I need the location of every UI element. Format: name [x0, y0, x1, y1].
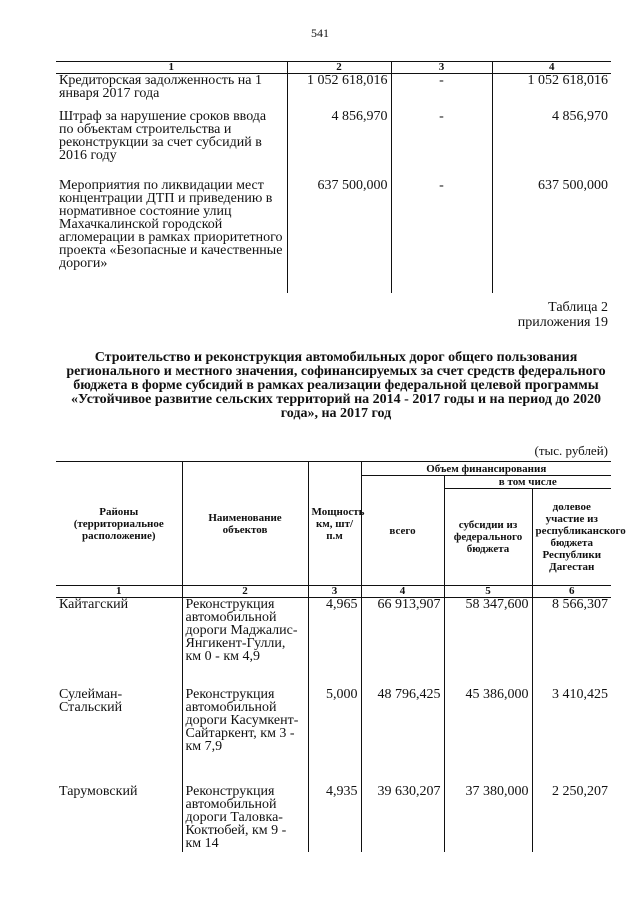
column-number: 6	[532, 586, 611, 598]
top-header-cell: 1	[56, 62, 287, 74]
header-total: всего	[361, 476, 444, 586]
top-header-cell: 2	[287, 62, 391, 74]
table-row	[56, 110, 611, 179]
column-number: 4	[361, 586, 444, 598]
row-name: Мероприятия по ликвидации мест концентрации ДТП и приведению в нормативное состояние улиц Махачкалинской городской агломерации в рамках приоритетного проекта «Безопасные и качественные дороги»	[56, 179, 287, 293]
row-name: Штраф за нарушение сроков ввода по объектам строительства и реконструкции за счет субсидий в 2016 году	[56, 110, 287, 179]
row-value: -	[391, 110, 492, 179]
district-cell: Сулейман-Стальский	[56, 688, 182, 785]
federal-cell: 58 347,600	[444, 598, 532, 689]
republic-cell: 3 410,425	[552, 687, 609, 702]
federal-cell: 37 380,000	[444, 785, 532, 852]
row-value: 1 052 618,016	[527, 73, 608, 88]
object-cell: Реконструкция автомобильной дороги Таловка-Коктюбей, км 9 - км 14	[182, 785, 308, 852]
row-value: 4 856,970	[552, 109, 608, 124]
top-table	[56, 61, 611, 293]
republic-cell: 2 250,207	[552, 784, 609, 799]
row-value: 1 052 618,016	[287, 74, 391, 111]
page-number: 541	[311, 26, 329, 40]
header-capacity: Мощность км, шт/п.м	[308, 462, 361, 586]
capacity-cell: 5,000	[308, 688, 361, 785]
column-number: 1	[56, 586, 182, 598]
republic-cell: 8 566,307	[552, 597, 609, 612]
top-header-cell: 4	[492, 62, 611, 74]
top-header-cell: 3	[391, 62, 492, 74]
total-cell: 39 630,207	[361, 785, 444, 852]
table-row	[56, 179, 611, 293]
district-cell: Тарумовский	[56, 785, 182, 852]
header-funding: Объем финансирования	[361, 462, 611, 476]
table-row	[56, 74, 611, 111]
table-row	[56, 598, 611, 689]
header-objects: Наименование объектов	[182, 462, 308, 586]
units-label: (тыс. рублей)	[534, 443, 608, 458]
row-value: 637 500,000	[538, 178, 608, 193]
top-table-header	[56, 62, 611, 74]
row-value: 637 500,000	[287, 179, 391, 293]
header-republic: долевое участие из республиканского бюджета Республики Дагестан	[532, 489, 611, 586]
row-name: Кредиторская задолженность на 1 января 2017 года	[56, 74, 287, 111]
row-value: 4 856,970	[287, 110, 391, 179]
total-cell: 48 796,425	[361, 688, 444, 785]
page-title: Строительство и реконструкция автомобильных дорог общего пользования регионального и местного значения, софинансируемых за счет средств федерального бюджета в форме субсидий в рамках реализации федеральной целевой программы «Устойчивое развитие сельских территорий на 2014 - 2017 годы и на период до 2020 года», на 2017 год	[66, 350, 606, 421]
district-cell: Кайтагский	[56, 598, 182, 689]
object-cell: Реконструкция автомобильной дороги Маджалис-Янгикент-Гулли, км 0 - км 4,9	[182, 598, 308, 689]
table-row	[56, 688, 611, 785]
capacity-cell: 4,965	[308, 598, 361, 689]
header-row	[56, 462, 611, 476]
row-value: -	[391, 179, 492, 293]
column-number: 3	[308, 586, 361, 598]
column-number: 5	[444, 586, 532, 598]
column-number: 2	[182, 586, 308, 598]
header-including: в том числе	[444, 476, 611, 489]
total-cell: 66 913,907	[361, 598, 444, 689]
object-cell: Реконструкция автомобильной дороги Касумкент-Сайтаркент, км 3 - км 7,9	[182, 688, 308, 785]
main-table	[56, 461, 626, 852]
header-federal: субсидии из федерального бюджета	[444, 489, 532, 586]
table-label-line: Таблица 2	[548, 300, 608, 315]
capacity-cell: 4,935	[308, 785, 361, 852]
column-numbers-row	[56, 586, 611, 598]
table-label	[518, 300, 608, 330]
table-label-line: приложения 19	[517, 315, 608, 330]
federal-cell: 45 386,000	[444, 688, 532, 785]
table-row	[56, 785, 611, 852]
row-value: -	[391, 74, 492, 111]
header-districts: Районы (территориальное расположение)	[56, 462, 182, 586]
